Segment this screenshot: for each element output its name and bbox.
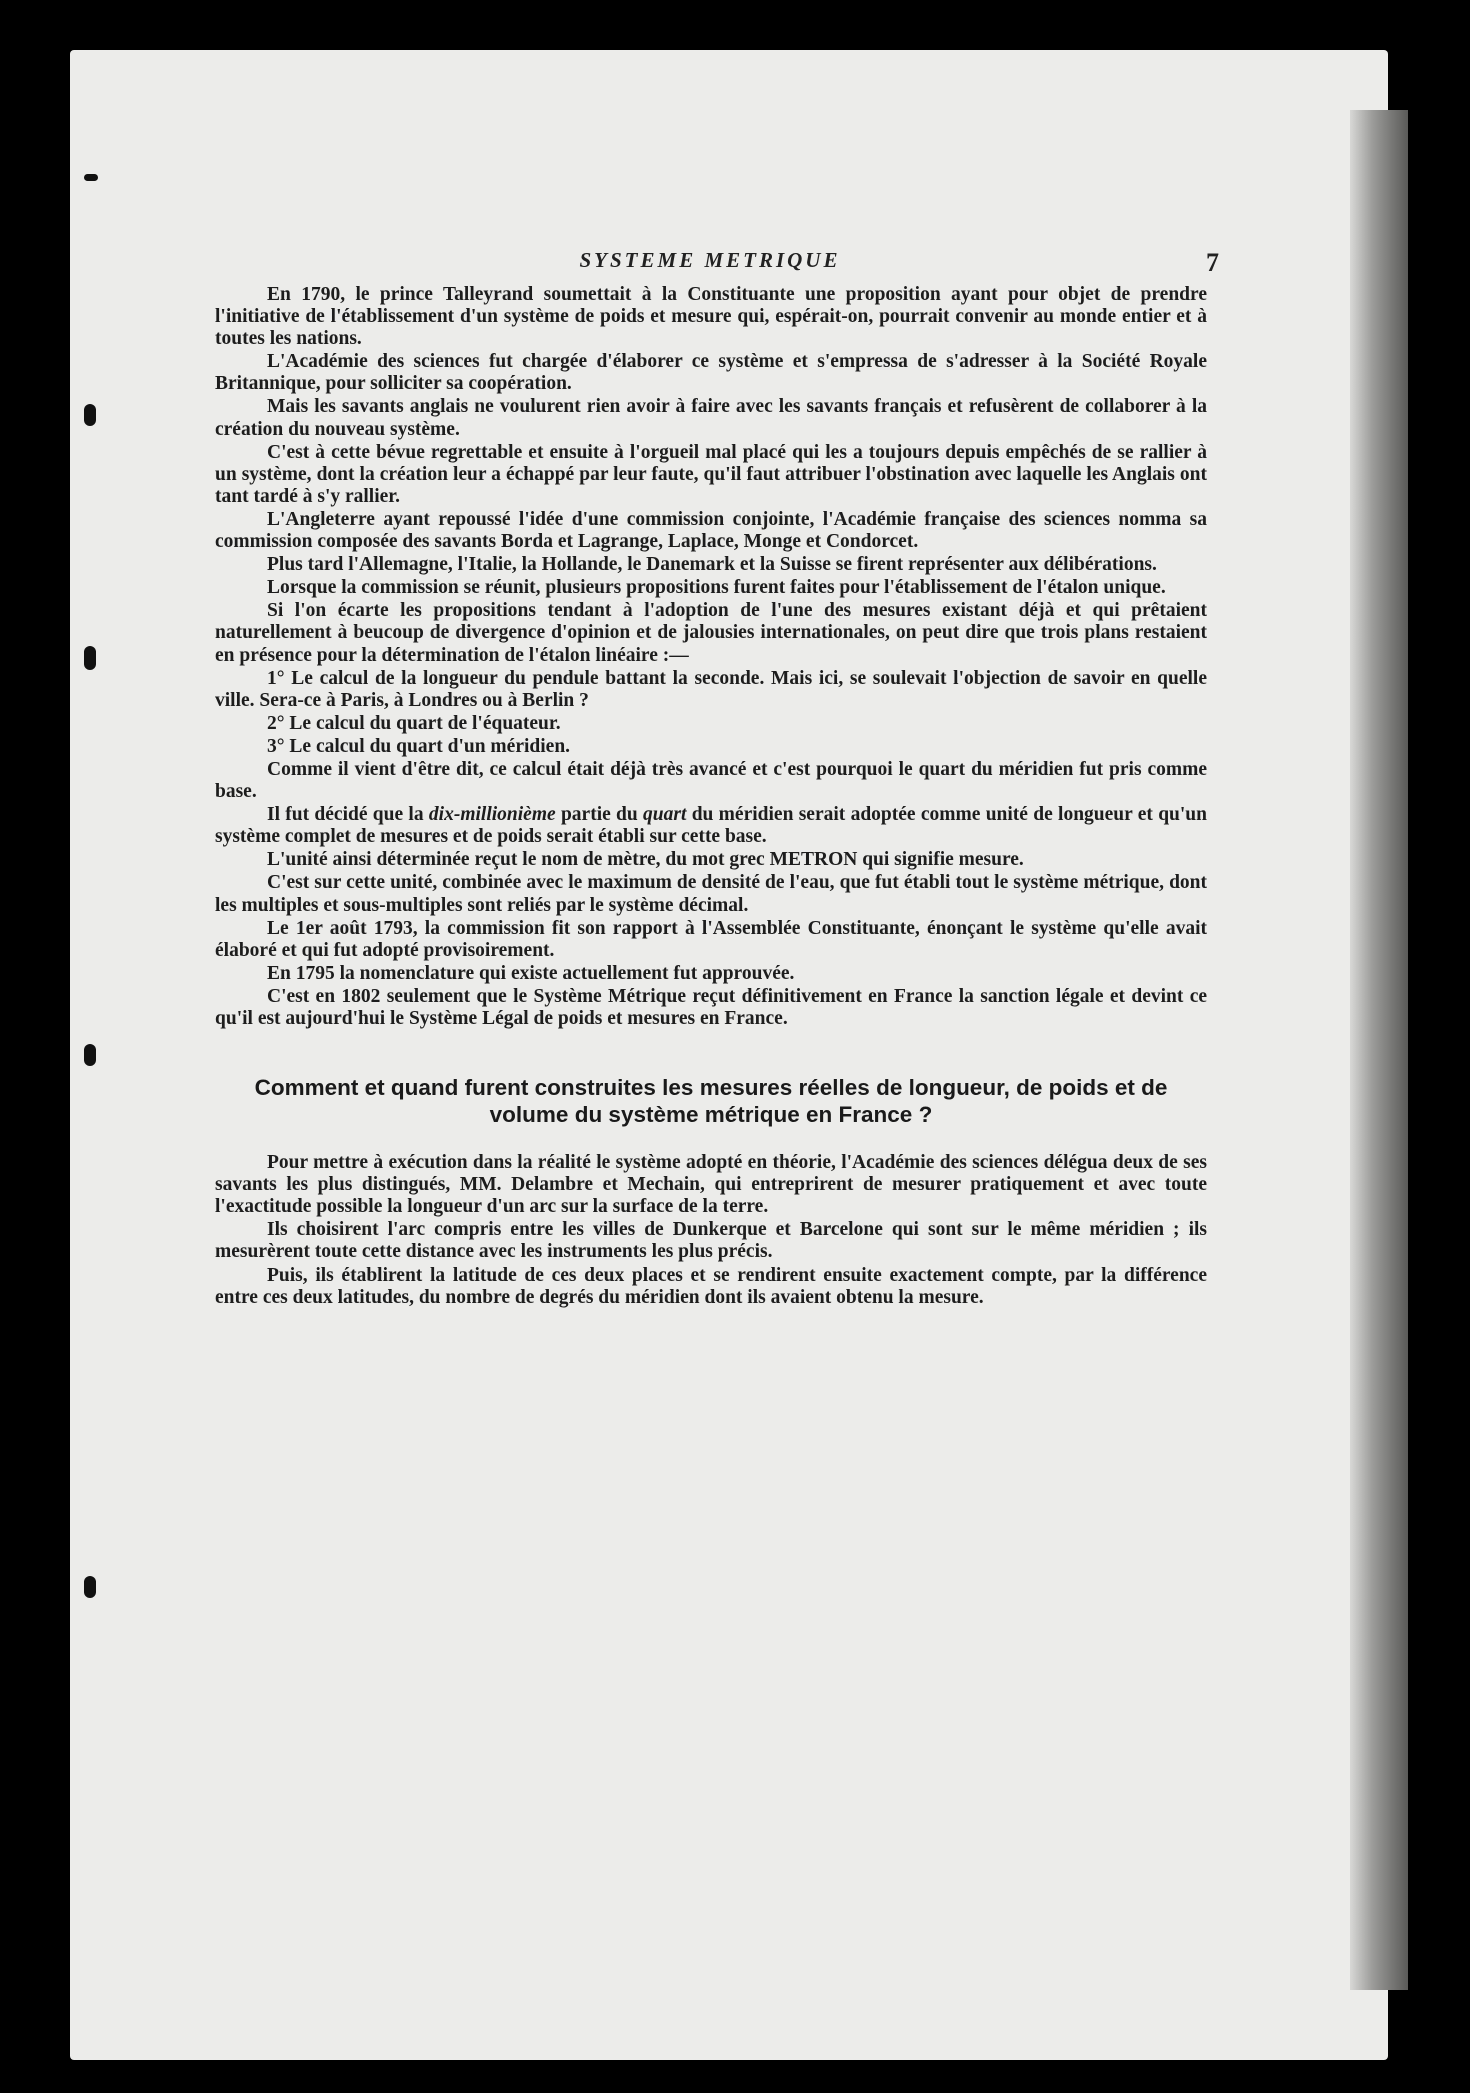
- emphasis-quart: quart: [643, 804, 687, 826]
- paragraph: En 1795 la nomenclature qui existe actuellement fut approuvée.: [267, 962, 795, 984]
- list-item: 1° Le calcul de la longueur du pendule battant la seconde. Mais ici, se soulevait l'objection de savoir en quelle ville. Sera-ce à Paris, à Londres ou à Berlin ?: [215, 667, 1207, 711]
- paragraph: Si l'on écarte les propositions tendant à l'adoption de l'une des mesures existant déjà et qui prêtaient naturellement à beucoup de divergence d'opinion et de jalousies internationales, on peut dire que trois plans restaient en présence pour la détermination de l'étalon linéaire :—: [215, 600, 1207, 666]
- list-item: 3° Le calcul du quart d'un méridien.: [267, 735, 571, 757]
- paragraph: L'Académie des sciences fut chargée d'élaborer ce système et s'empressa de s'adresser à la Société Royale Britannique, pour solliciter sa coopération.: [215, 351, 1207, 395]
- binding-mark: [84, 404, 96, 426]
- paragraph: En 1790, le prince Talleyrand soumettait à la Constituante une proposition ayant pour objet de prendre l'initiative de l'établissement d'un système de poids et mesure qui, espérait-on, pourrait convenir au monde entier et à toutes les nations.: [215, 284, 1207, 350]
- binding-mark: [84, 174, 98, 181]
- page-body: [215, 284, 1207, 1310]
- page-number: 7: [1206, 248, 1219, 277]
- paragraph: C'est à cette bévue regrettable et ensuite à l'orgueil mal placé qui les a toujours depuis empêchés de se rallier à un système, dont la création leur a échappé par leur faute, qu'il faut attribuer l'obstination avec laquelle les Anglais ont tant tardé à s'y rallier.: [215, 441, 1207, 507]
- binding-mark: [84, 1044, 96, 1066]
- paragraph: Le 1er août 1793, la commission fit son rapport à l'Assemblée Constituante, énonçant le système qu'elle avait élaboré et qui fut adopté provisoirement.: [215, 917, 1207, 961]
- text-run: Il fut décidé que la: [267, 804, 429, 826]
- paragraph: L'unité ainsi déterminée reçut le nom de mètre, du mot grec METRON qui signifie mesure.: [267, 849, 1024, 871]
- paragraph: Puis, ils établirent la latitude de ces deux places et se rendirent ensuite exactement compte, par la différence entre ces deux latitudes, du nombre de degrés du méridien dont ils avaient obtenu la mesure.: [215, 1264, 1207, 1308]
- section-heading: Comment et quand furent construites les mesures réelles de longueur, de poids et de volume du système métrique en France ?: [254, 1075, 1168, 1128]
- paragraph: Ils choisirent l'arc compris entre les villes de Dunkerque et Barcelone qui sont sur le même méridien ; ils mesurèrent toute cette distance avec les instruments les plus précis.: [215, 1219, 1207, 1263]
- paragraph: Mais les savants anglais ne voulurent rien avoir à faire avec les savants français et refusèrent de collaborer à la création du nouveau système.: [215, 396, 1207, 440]
- paragraph: [215, 804, 1207, 848]
- text-run: du méridien serait adoptée comme unité de longueur et qu'un système complet de mesures et de poids serait établi sur cette base.: [215, 804, 1207, 848]
- paragraph: C'est en 1802 seulement que le Système Métrique reçut définitivement en France la sanction légale et devint ce qu'il est aujourd'hui le Système Légal de poids et mesures en France.: [215, 985, 1207, 1029]
- emphasis-dix-millionieme: dix-millionième: [428, 804, 556, 826]
- binding-mark: [84, 646, 96, 670]
- paragraph: Lorsque la commission se réunit, plusieurs propositions furent faites pour l'établissement de l'étalon unique.: [267, 577, 1166, 599]
- list-item: 2° Le calcul du quart de l'équateur.: [267, 712, 561, 734]
- text-run: partie du: [555, 804, 644, 826]
- running-title: SYSTEME METRIQUE: [579, 248, 841, 272]
- paragraph: L'Angleterre ayant repoussé l'idée d'une commission conjointe, l'Académie française des sciences nomma sa commission composée des savants Borda et Lagrange, Laplace, Monge et Condorcet.: [215, 508, 1207, 553]
- paragraph: Plus tard l'Allemagne, l'Italie, la Hollande, le Danemark et la Suisse se firent représenter aux délibérations.: [267, 554, 1157, 576]
- paragraph: C'est sur cette unité, combinée avec le maximum de densité de l'eau, que fut établi tout le système métrique, dont les multiples et sous-multiples sont reliés par le système décimal.: [215, 872, 1207, 916]
- paragraph: Comme il vient d'être dit, ce calcul était déjà très avancé et c'est pourquoi le quart du méridien fut pris comme base.: [215, 758, 1207, 803]
- book-spine-edge: [1350, 110, 1408, 1990]
- paragraph: Pour mettre à exécution dans la réalité le système adopté en théorie, l'Académie des sciences délégua deux de ses savants les plus distingués, MM. Delambre et Mechain, qui entreprirent de mesurer pratiquement et avec toute l'exactitude possible la longueur d'un arc sur la surface de la terre.: [215, 1152, 1207, 1218]
- binding-mark: [84, 1576, 96, 1598]
